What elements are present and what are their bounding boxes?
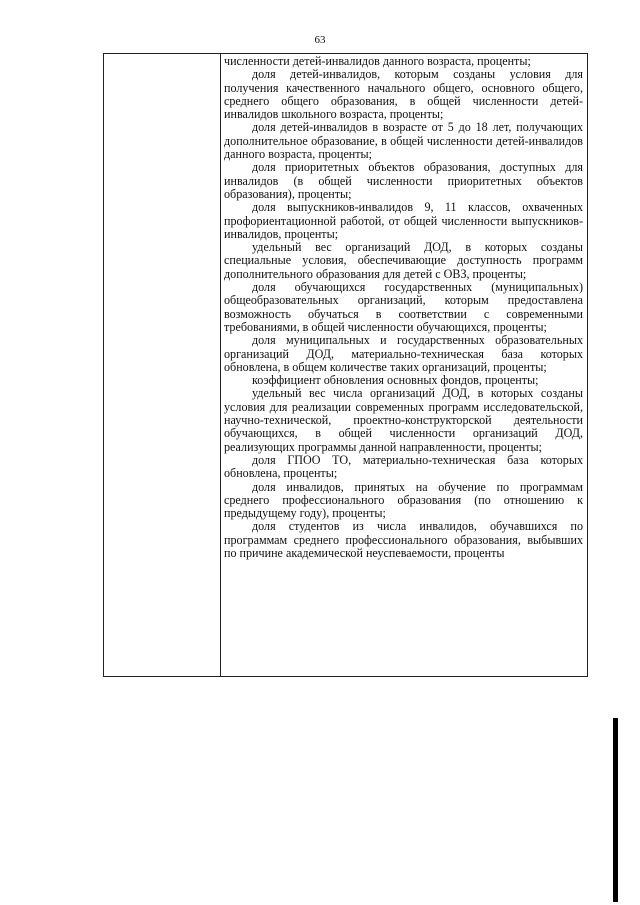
scan-edge-bar xyxy=(613,718,618,902)
column-divider xyxy=(220,54,221,676)
indicator-paragraph: доля приоритетных объектов образования, доступных для инвалидов (в общей численности приоритетных объектов образования), проценты; xyxy=(224,160,583,201)
indicator-paragraph: коэффициент обновления основных фондов, проценты; xyxy=(252,373,539,388)
indicator-paragraph: доля детей-инвалидов в возрасте от 5 до 18 лет, получающих дополнительное образование, в общей численности детей-инвалидов данного возраста, проценты; xyxy=(224,120,583,162)
indicator-paragraph: доля выпускников-инвалидов 9, 11 классов, охваченных профориентационной работой, от общей численности выпускников-инвалидов, проценты; xyxy=(224,200,583,241)
page-number: 63 xyxy=(314,34,326,46)
indicator-paragraph: доля инвалидов, принятых на обучение по программам среднего профессионального образования (по отношению к предыдущему году), проценты; xyxy=(224,479,583,521)
indicator-paragraph: доля детей-инвалидов, которым созданы условия для получения качественного начального общего, основного общего, среднего общего образования, в общей численности детей-инвалидов школьного возраста, проценты; xyxy=(224,67,583,122)
indicator-paragraph: численности детей-инвалидов данного возраста, проценты; xyxy=(224,54,531,68)
indicators-text-column xyxy=(224,55,583,560)
indicator-paragraph: доля студентов из числа инвалидов, обучавшихся по программам среднего профессионального образования, выбывших по причине академической неуспеваемости, проценты xyxy=(224,519,583,560)
indicator-paragraph: доля обучающихся государственных (муниципальных) общеобразовательных организаций, которым предоставлена возможность обучаться в соответствии с современными требованиями, в общей численности обучающихся, проценты; xyxy=(224,280,583,334)
indicator-paragraph: доля муниципальных и государственных образовательных организаций ДОД, материально-техническая база которых обновлена, в общем количестве таких организаций, проценты; xyxy=(224,333,583,374)
indicator-paragraph: удельный вес организаций ДОД, в которых созданы специальные условия, обеспечивающие доступность программ дополнительного образования для детей с ОВЗ, проценты; xyxy=(224,240,583,281)
indicator-paragraph: доля ГПОО ТО, материально-техническая база которых обновлена, проценты; xyxy=(224,452,583,481)
document-table xyxy=(103,53,588,677)
indicator-paragraph: удельный вес числа организаций ДОД, в которых созданы условия для реализации современных программ исследовательской, научно-технической, проектно-конструкторской деятельности обучающихся, в общей численности организаций ДОД, реализующих программы данной направленности, проценты; xyxy=(224,386,583,454)
